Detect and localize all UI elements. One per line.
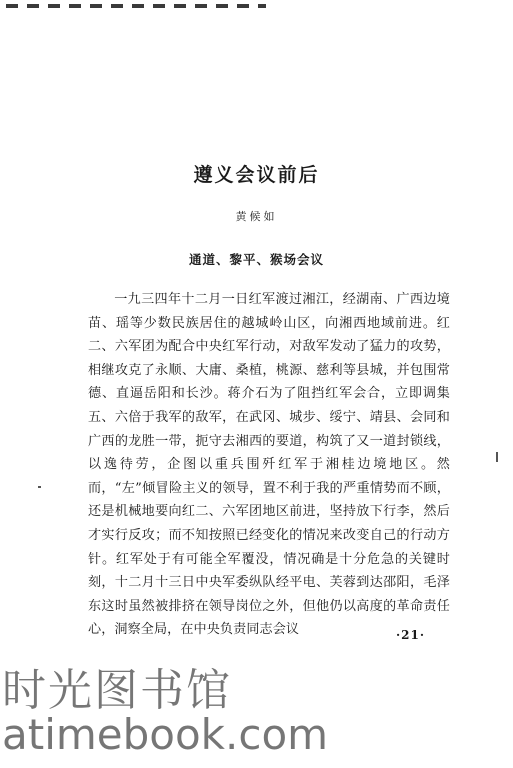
margin-mark-right [496,452,498,462]
watermark-url: atimebook.com [2,710,329,759]
body-paragraph: 一九三四年十二月一日红军渡过湘江，经湖南、广西边境苗、瑶等少数民族居住的越城岭山区，向湘西地域前进。红二、六军团为配合中央红军行动，对敌军发动了猛力的攻势，相继攻克了永顺、大庸、桑植，桃源、慈利等县城，并包围常德、直逼岳阳和长沙。蒋介石为了阻挡红军会合，立即调集五、六倍于我军的敌军，在武冈、城步、绥宁、靖县、会同和广西的龙胜一带，扼守去湘西的要道，构筑了又一道封锁线，以逸待劳，企图以重兵围歼红军于湘桂边境地区。然而，“左”倾冒险主义的领导，置不利于我的严重情势而不顾，还是机械地要向红二、六军团地区前进，坚持放下行李，然后才实行反攻；而不知按照已经变化的情况来改变自己的行动方针。红军处于有可能全军覆没，情况确是十分危急的关键时刻，十二月十三日中央军委纵队经平电、芙蓉到达邵阳，毛泽东这时虽然被排挤在领导岗位之外，但他仍以高度的革命责任心，洞察全局，在中央负责同志会议 [88,292,450,638]
page-title: 遵义会议前后 [193,164,320,186]
section-heading: 通道、黎平、猴场会议 [188,252,324,267]
top-dashed-rule [6,4,266,8]
watermark-chinese: 时光图书馆 [2,665,232,716]
author-name: 黄候如 [235,210,278,223]
margin-mark-left [38,486,41,488]
page-number: ·21· [396,628,426,642]
